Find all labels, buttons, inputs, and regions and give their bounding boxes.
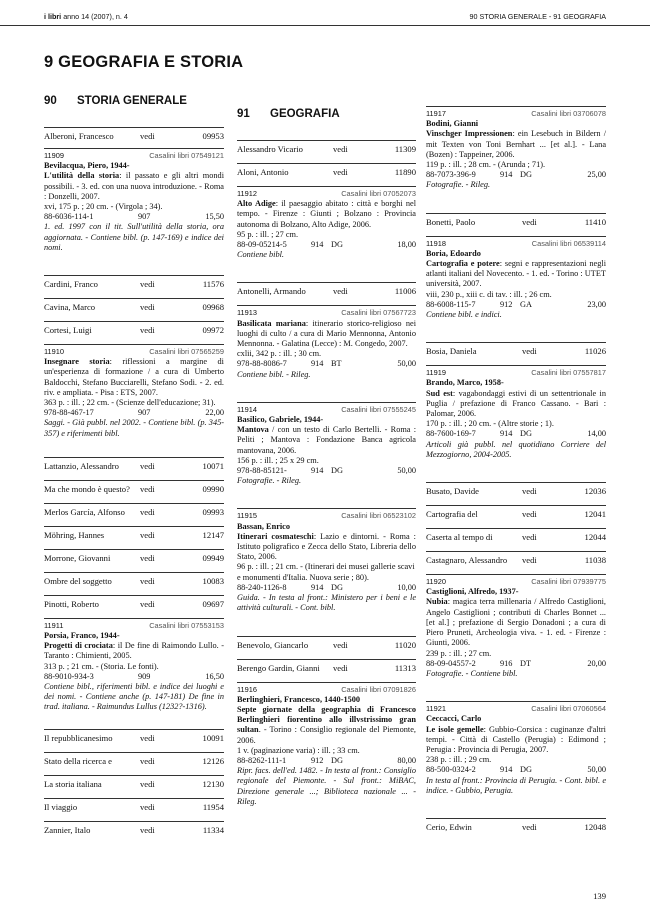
column-3 <box>426 106 606 835</box>
xref-row[interactable]: Bosia, Daniela vedi 11026 <box>426 342 606 359</box>
entry-11921[interactable]: 11921 Casalini libri 07060564 Ceccacci, Carlo Le isole gemelle: Gubbio-Corsica : cuginanze d'altri tempi. - Città di Castello (Perugia) : Edimond ; Perugia : Provincia di Perugia, 2007. 238 p. : ill. ; 29 cm. 88-500-0324-2 914 DG 50,00 In testa al front.: Provincia di Perugia. - Cont. bibl. e indice. - Gubbio, Perugia. <box>426 701 606 796</box>
xref-row[interactable]: Cardini, Franco vedi 11576 <box>44 275 224 292</box>
subhead-geografia: 91 GEOGRAFIA <box>237 108 340 120</box>
xref-row[interactable]: Cartografia del vedi 12041 <box>426 505 606 522</box>
xref-row[interactable]: Cortesi, Luigi vedi 09972 <box>44 321 224 338</box>
xref-row[interactable]: Antonelli, Armando vedi 11006 <box>237 282 416 299</box>
xref-row[interactable]: Berengo Gardin, Gianni vedi 11313 <box>237 659 416 676</box>
running-header <box>44 12 606 24</box>
xref-row[interactable]: Alessandro Vicario vedi 11309 <box>237 140 416 157</box>
entry-11915[interactable]: 11915 Casalini libri 06523102 Bassan, Enrico Itinerari cosmateschi: Lazio e dintorni. - Roma : Istituto poligrafico e Zecca dello Stato, Libreria dello Stato, 2006. 96 p. : ill. ; 21 cm. - (Itinerari dei musei gallerie scavi e monumenti d'Italia. Nuova serie ; 80). 88-240-1126-8 914 DG 10,00 Guida. - In testa al front.: Ministero per i beni e le attività culturali. - Cont. bibl. <box>237 508 416 613</box>
entry-11917[interactable]: 11917 Casalini libri 03706078 Bodini, Gianni Vinschger Impressionen: ein Lesebuch in Bildern / mit Texten von Toni Bernhart ... [et al.]. - Lana (Bozen) : Tappeiner, 2006. 119 p. : ill. ; 28 cm. - (Arunda ; 71). 88-7073-396-9 914 DG 25,00 Fotografie. - Rileg. <box>426 106 606 191</box>
entry-11910[interactable]: 11910 Casalini libri 07565259 Insegnare storia: riflessioni a margine di un'esperienza di formazione / a cura di Umberto Baldocchi, Stefano Bucciarelli, Stefano Sodi. - 2. ed. riv. e ampliata. - Pisa : ETS, 2007. 363 p. : ill. ; 22 cm. - (Scienze dell'educazione; 31). 978-88-467-17 907 22,00 Saggi. - Già pubbl. nel 2002. - Contiene bibl. (p. 345-357) e riferimenti bibl. <box>44 344 224 439</box>
entry-11918[interactable]: 11918 Casalini libri 06539114 Boria, Edoardo Cartografia e potere: segni e rappresentazioni negli atlanti italiani del Novecento. - 1. ed. - Torino : UTET università, 2007. viii, 230 p., xiii c. di tav. : ill. ; 26 cm. 88-6008-115-7 912 GA 23,00 Contiene bibl. e indici. <box>426 236 606 321</box>
xref-row[interactable]: Ma che mondo è questo? vedi 09990 <box>44 480 224 497</box>
journal-name: i libri <box>44 12 62 21</box>
xref-row[interactable]: Alberoni, Francesco vedi 09953 <box>44 127 224 144</box>
entry-11912[interactable]: 11912 Casalini libri 07052073 Alto Adige: il paesaggio abitato : città e borghi nel tempo. - Firenze : Giunti ; Bolzano : Provincia autonoma di Bolzano, Alto Adige, 2006. 95 p. : ill. ; 27 cm. 88-09-05214-5 914 DG 18,00 Contiene bibl. <box>237 186 416 260</box>
header-right: 90 STORIA GENERALE - 91 GEOGRAFIA <box>469 12 606 21</box>
xref-row[interactable]: Zannier, Italo vedi 11334 <box>44 821 224 838</box>
entry-11913[interactable]: 11913 Casalini libri 07567723 Basilicata mariana: itinerario storico-religioso nei luoghi di culto / a cura di Mario Mennonna, Antonio Mennonna. - Galatina (Lecce) : M. Congedo, 2007. cxlii, 342 p. : ill. ; 30 cm. 978-88-8086-7 914 BT 50,00 Contiene bibl. - Rileg. <box>237 305 416 379</box>
xref-row[interactable]: La storia italiana vedi 12130 <box>44 775 224 792</box>
entry-11916[interactable]: 11916 Casalini libri 07091826 Berlinghieri, Francesco, 1440-1500 Septe giornate della geographia di Francesco Berlinghieri fiorentino allo illvstrissimo gran sultan. - Torino : Consiglio regionale del Piemonte, 2006. 1 v. (paginazione varia) : ill. ; 33 cm. 88-8262-111-1 912 DG 80,00 Ripr. facs. dell'ed. 1482. - In testa al front.: Consiglio regionale del Piemonte. - Sul front.: MiBAC, Direzione generale ...; Biblioteca nazionale ... - Rileg. <box>237 682 416 807</box>
xref-row[interactable]: Merlos García, Alfonso vedi 09993 <box>44 503 224 520</box>
xref-row[interactable]: Busato, Davide vedi 12036 <box>426 482 606 499</box>
header-rule <box>0 25 650 26</box>
xref-row[interactable]: Cavina, Marco vedi 09968 <box>44 298 224 315</box>
xref-row[interactable]: Möhring, Hannes vedi 12147 <box>44 526 224 543</box>
xref-row[interactable]: Castagnaro, Alessandro vedi 11038 <box>426 551 606 568</box>
page-number: 139 <box>593 891 606 901</box>
entry-11919[interactable]: 11919 Casalini libri 07557817 Brando, Marco, 1958- Sud est: vagabondaggi estivi di un settentrionale in Puglia / prefazione di Franco Cassano. - Bari : Palomar, 2006. 170 p. : ill. ; 20 cm. - (Altre storie ; 1). 88-7600-169-7 914 DG 14,00 Articoli già pubbl. nel quotidiano Corriere del Mezzogiorno, 2004-2005. <box>426 365 606 460</box>
xref-row[interactable]: Cerio, Edwin vedi 12048 <box>426 818 606 835</box>
xref-row[interactable]: Ombre del soggetto vedi 10083 <box>44 572 224 589</box>
xref-row[interactable]: Lattanzio, Alessandro vedi 10071 <box>44 457 224 474</box>
entry-11911[interactable]: 11911 Casalini libri 07553153 Porsia, Franco, 1944- Progetti di crociata: il De fine di Raimondo Lullo. - Taranto : Chimienti, 2005. 313 p. ; 21 cm. - (Storia. Le fonti). 88-9010-934-3 909 16,50 Contiene bibl., riferimenti bibl. e indice dei luoghi e dei nomi. - Contiene anche (p. 147-181) De fine in trad. italiana. - Raimundus Lullus (1232?-1316). <box>44 618 224 713</box>
column-1 <box>44 95 224 838</box>
column-2 <box>237 108 416 807</box>
xref-row[interactable]: Morrone, Giovanni vedi 09949 <box>44 549 224 566</box>
xref-row[interactable]: Il viaggio vedi 11954 <box>44 798 224 815</box>
xref-row[interactable]: Il repubblicanesimo vedi 10091 <box>44 729 224 746</box>
xref-row[interactable]: Aloni, Antonio vedi 11890 <box>237 163 416 180</box>
xref-row[interactable]: Stato della ricerca e vedi 12126 <box>44 752 224 769</box>
xref-row[interactable]: Bonetti, Paolo vedi 11410 <box>426 213 606 230</box>
header-left <box>44 12 128 21</box>
journal-issue: anno 14 (2007), n. 4 <box>63 12 128 21</box>
xref-row[interactable]: Caserta al tempo di vedi 12044 <box>426 528 606 545</box>
xref-row[interactable]: Benevolo, Giancarlo vedi 11020 <box>237 636 416 653</box>
entry-11914[interactable]: 11914 Casalini libri 07555245 Basilico, Gabriele, 1944- Mantova / con un testo di Carlo Bertelli. - Roma : Peliti ; Mantova : Fondazione Banca agricola mantovana, 2006. 156 p. : ill. ; 25 x 29 cm. 978-88-85121- 914 DG 50,00 Fotografie. - Rileg. <box>237 402 416 487</box>
section-title: 9 GEOGRAFIA E STORIA <box>44 53 244 71</box>
entry-11920[interactable]: 11920 Casalini libri 07939775 Castiglioni, Alfredo, 1937- Nubia: magica terra millenaria / Alfredo Castiglioni, Angelo Castiglioni ; contributi di Charles Bonnet ... [et al.] ; prefazione di Sergio Donadoni ; a cura di Piero Pruneti, Archeologia viva. - 1. ed. - Firenze : Giunti, 2006. 239 p. : ill. ; 27 cm. 88-09-04557-2 916 DT 20,00 Fotografie. - Contiene bibl. <box>426 574 606 679</box>
subhead-storia-generale: 90 STORIA GENERALE <box>44 95 187 107</box>
xref-row[interactable]: Pinotti, Roberto vedi 09697 <box>44 595 224 612</box>
entry-11909[interactable]: 11909 Casalini libri 07549121 Bevilacqua, Piero, 1944- L'utilità della storia: il passato e gli altri mondi possibili. - 3. ed. con una nuova introduzione. - Roma : Donzelli, 2007. xvi, 175 p. ; 20 cm. - (Virgola ; 34). 88-6036-114-1 907 15,50 1. ed. 1997 con il tit. Sull'utilità della storia, ora aggiornata. - Contiene bibl. (p. 147-169) e indice dei nomi. <box>44 148 224 253</box>
